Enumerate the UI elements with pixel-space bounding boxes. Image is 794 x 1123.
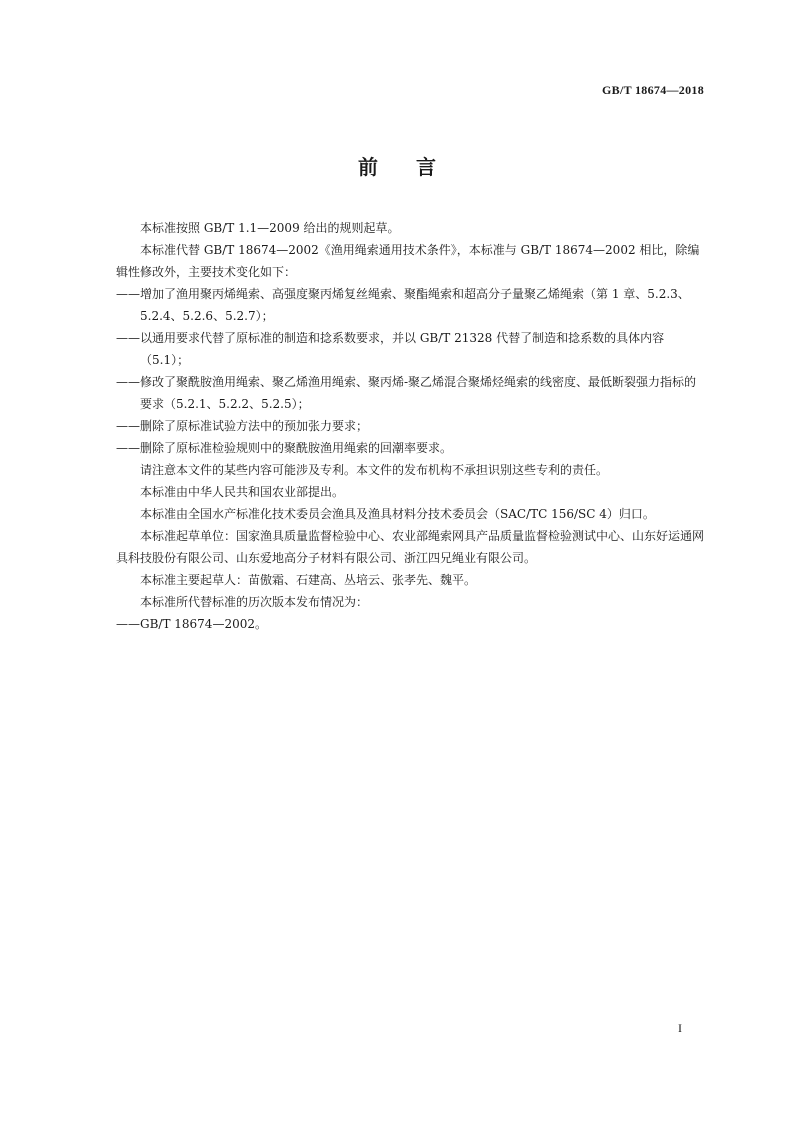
page-number: I bbox=[678, 1021, 682, 1035]
paragraph: 本标准按照 GB/T 1.1—2009 给出的规则起草。 bbox=[140, 221, 400, 235]
list-item bbox=[116, 371, 706, 415]
standard-code: GB/T 18674—2018 bbox=[602, 83, 704, 97]
list-item bbox=[116, 327, 706, 371]
dash-marker: —— bbox=[116, 617, 140, 631]
list-item bbox=[116, 613, 706, 635]
dash-marker: —— bbox=[116, 331, 140, 345]
dash-marker: —— bbox=[116, 441, 140, 455]
page-title: 前言 bbox=[358, 155, 474, 179]
paragraph: 本标准由中华人民共和国农业部提出。 bbox=[140, 485, 345, 499]
paragraph: 本标准所代替标准的历次版本发布情况为： bbox=[140, 595, 369, 609]
list-item-text: 删除了原标准试验方法中的预加张力要求； bbox=[140, 419, 369, 433]
list-item-text: GB/T 18674—2002。 bbox=[140, 617, 267, 631]
paragraph: 本标准起草单位：国家渔具质量监督检验中心、农业部绳索网具产品质量监督检验测试中心、山东好运通网具科技股份有限公司、山东爱地高分子材料有限公司、浙江四兄绳业有限公司。 bbox=[116, 529, 705, 565]
dash-marker: —— bbox=[116, 287, 140, 301]
paragraph: 请注意本文件的某些内容可能涉及专利。本文件的发布机构不承担识别这些专利的责任。 bbox=[140, 463, 609, 477]
list-item-text: 增加了渔用聚丙烯绳索、高强度聚丙烯复丝绳索、聚酯绳索和超高分子量聚乙烯绳索（第 1 章、5.2.3、5.2.4、5.2.6、5.2.7）； bbox=[140, 287, 690, 323]
paragraph: 本标准代替 GB/T 18674—2002《渔用绳索通用技术条件》，本标准与 GB/T 18674—2002 相比，除编辑性修改外，主要技术变化如下： bbox=[116, 243, 700, 279]
list-item bbox=[116, 283, 706, 327]
list-item bbox=[116, 437, 706, 459]
foreword-body bbox=[116, 217, 706, 635]
paragraph: 本标准由全国水产标准化技术委员会渔具及渔具材料分技术委员会（SAC/TC 156/SC 4）归口。 bbox=[140, 507, 655, 521]
list-item bbox=[116, 415, 706, 437]
dash-marker: —— bbox=[116, 375, 140, 389]
list-item-text: 以通用要求代替了原标准的制造和捻系数要求，并以 GB/T 21328 代替了制造和捻系数的具体内容（5.1）； bbox=[140, 331, 665, 367]
dash-marker: —— bbox=[116, 419, 140, 433]
paragraph: 本标准主要起草人：苗傲霜、石建高、丛培云、张孝先、魏平。 bbox=[140, 573, 477, 587]
list-item-text: 删除了原标准检验规则中的聚酰胺渔用绳索的回潮率要求。 bbox=[140, 441, 453, 455]
list-item-text: 修改了聚酰胺渔用绳索、聚乙烯渔用绳索、聚丙烯-聚乙烯混合聚烯烃绳索的线密度、最低断裂强力指标的要求（5.2.1、5.2.2、5.2.5）； bbox=[140, 375, 697, 411]
